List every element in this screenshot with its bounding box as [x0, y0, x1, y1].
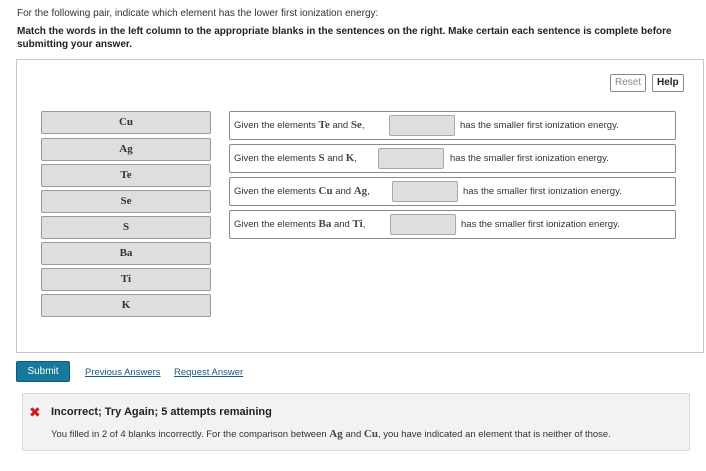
sentence-2 [229, 144, 676, 173]
previous-answers-link[interactable]: Previous Answers [85, 367, 161, 378]
sentence-prefix: Given the elements S and K, [234, 152, 357, 164]
feedback-box [22, 393, 690, 451]
feedback-title: Incorrect; Try Again; 5 attempts remaining [51, 406, 272, 418]
x-icon: ✖ [29, 404, 41, 420]
sentence-prefix: Given the elements Te and Se, [234, 119, 365, 131]
instructions: Match the words in the left column to the appropriate blanks in the sentences on the right. Make certain each sentence is complete before submitting your answer. [17, 26, 672, 50]
element-label: S [318, 152, 325, 164]
word-tile-ag[interactable]: Ag [41, 138, 211, 161]
element-label: Ag [353, 185, 368, 197]
word-tile-te[interactable]: Te [41, 164, 211, 187]
sentence-prefix: Given the elements Cu and Ag, [234, 185, 370, 197]
word-tile-ti[interactable]: Ti [41, 268, 211, 291]
word-tile-ba[interactable]: Ba [41, 242, 211, 265]
word-tile-se[interactable]: Se [41, 190, 211, 213]
word-tile-s[interactable]: S [41, 216, 211, 239]
element-label: K [345, 152, 355, 164]
question-prompt: For the following pair, indicate which element has the lower first ionization energy: [17, 8, 379, 19]
answer-blank-1[interactable] [389, 115, 455, 136]
sentence-suffix: has the smaller first ionization energy. [463, 186, 622, 197]
answer-blank-2[interactable] [378, 148, 444, 169]
word-tile-cu[interactable]: Cu [41, 111, 211, 134]
sentence-suffix: has the smaller first ionization energy. [460, 120, 619, 131]
element-label: Ag [329, 428, 343, 440]
sentence-suffix: has the smaller first ionization energy. [450, 153, 609, 164]
element-label: Te [318, 119, 330, 131]
sentence-3 [229, 177, 676, 206]
sentence-suffix: has the smaller first ionization energy. [461, 219, 620, 230]
sentence-4 [229, 210, 676, 239]
feedback-detail: You filled in 2 of 4 blanks incorrectly. For the comparison between Ag and Cu, you have indicated an element that is neither of those. [51, 428, 611, 440]
help-button[interactable]: Help [652, 74, 684, 92]
sentence-1 [229, 111, 676, 140]
answer-blank-3[interactable] [392, 181, 458, 202]
sentence-prefix: Given the elements Ba and Ti, [234, 218, 366, 230]
element-label: Se [350, 119, 362, 131]
element-label: Ba [318, 218, 332, 230]
answer-blank-4[interactable] [390, 214, 456, 235]
word-tile-k[interactable]: K [41, 294, 211, 317]
request-answer-link[interactable]: Request Answer [174, 367, 244, 378]
reset-button[interactable]: Reset [610, 74, 646, 92]
element-label: Cu [318, 185, 333, 197]
element-label: Cu [363, 428, 378, 440]
element-label: Ti [352, 218, 363, 230]
submit-button[interactable]: Submit [16, 361, 70, 382]
